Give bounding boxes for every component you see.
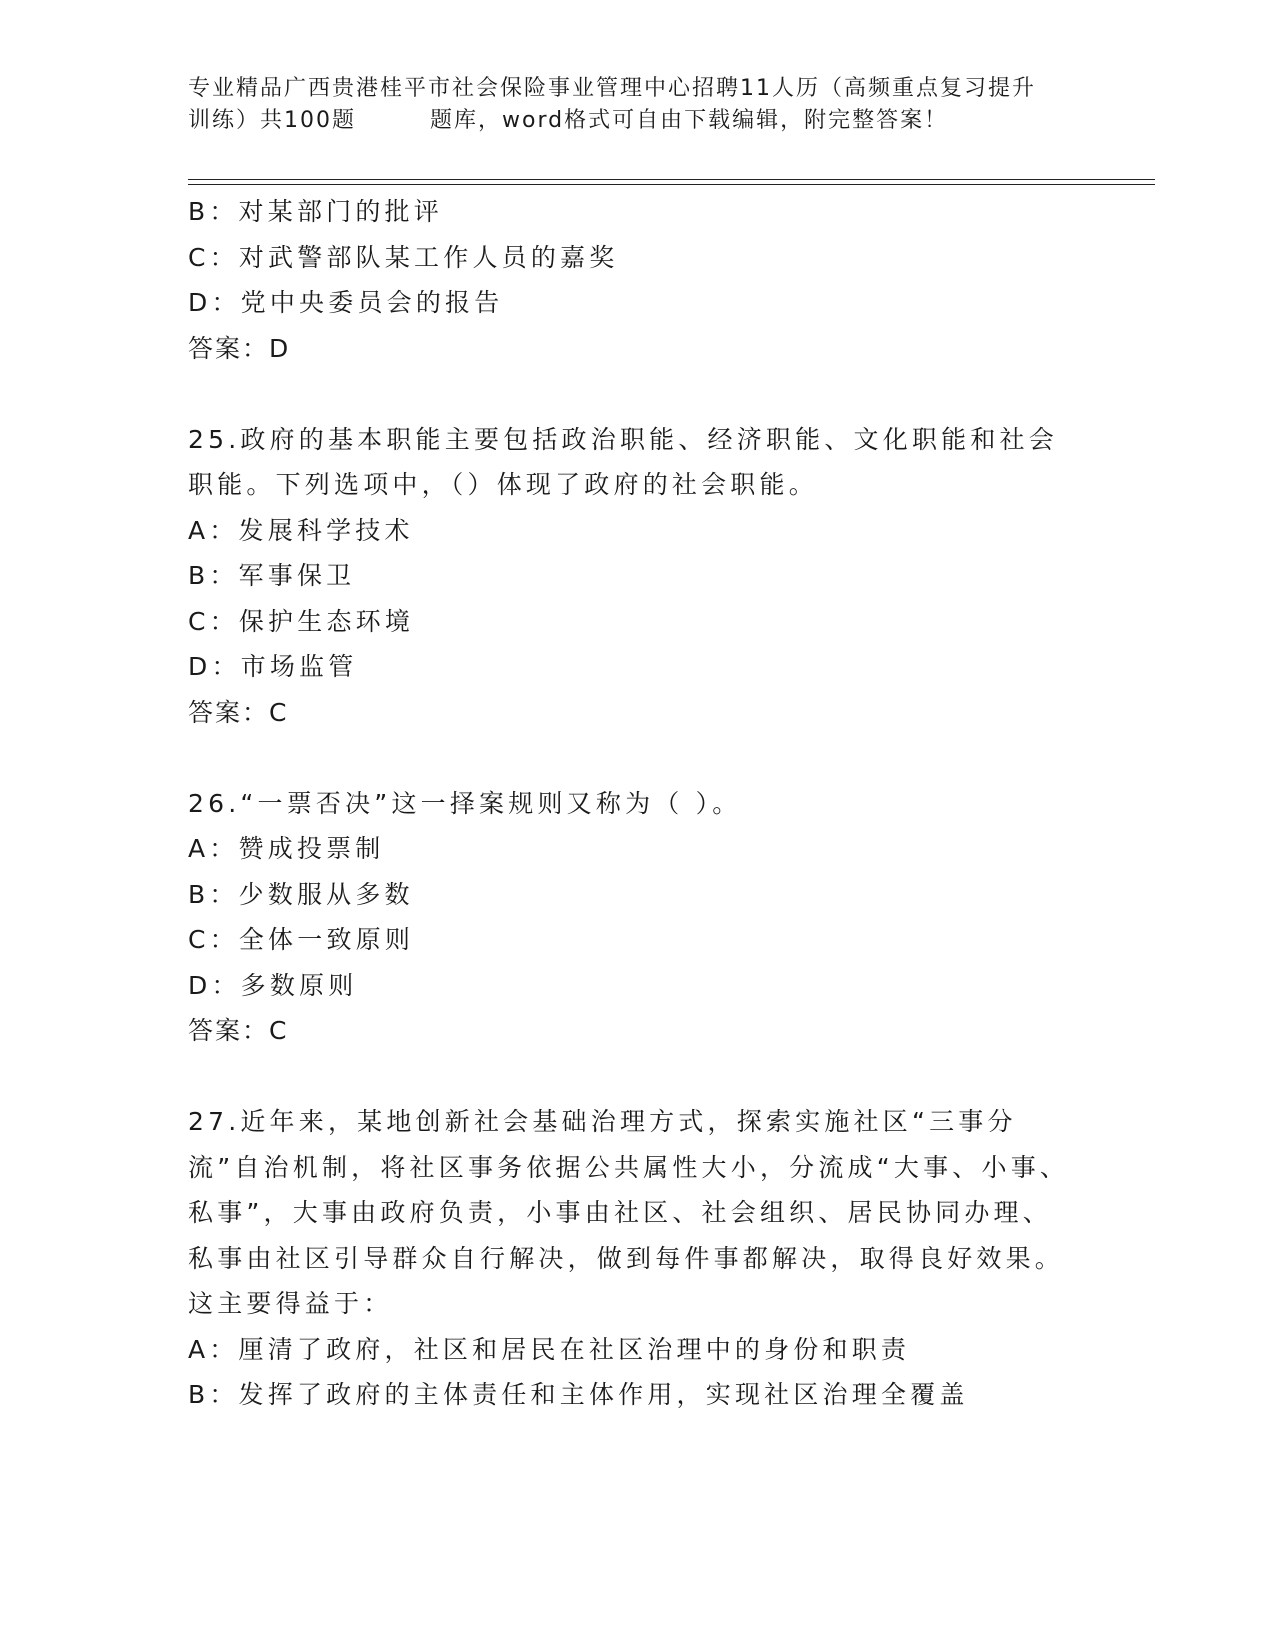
question-26 (188, 781, 1078, 1054)
option-a: A：赞成投票制 (188, 834, 385, 863)
header-title-line2-a: 训练）共100题 (188, 108, 356, 133)
option-c: C：全体一致原则 (188, 925, 415, 954)
option-b: B：军事保卫 (188, 561, 356, 590)
header-divider-bottom (188, 184, 1155, 185)
header-divider-top (188, 179, 1155, 180)
question-27 (188, 1099, 1078, 1418)
question-25 (188, 417, 1078, 736)
option-b: B：对某部门的批评 (188, 197, 443, 226)
header-title-line1: 专业精品广西贵港桂平市社会保险事业管理中心招聘11人历（高频重点复习提升 (188, 76, 1036, 101)
answer: 答案：D (188, 333, 291, 363)
header-title-line2 (188, 105, 1088, 137)
question-24-tail (188, 189, 1078, 371)
header-title-line2-b: 题库，word格式可自由下载编辑，附完整答案！ (430, 108, 949, 133)
option-d: D：多数原则 (188, 970, 358, 1000)
option-d: D：市场监管 (188, 652, 358, 681)
option-c: C：对武警部队某工作人员的嘉奖 (188, 242, 619, 272)
document-header (188, 73, 1088, 137)
question-stem: 26.“一票否决”这一择案规则又称为（ ）。 (188, 788, 742, 818)
question-stem: 27.近年来，某地创新社会基础治理方式，探索实施社区“三事分流”自治机制，将社区事务依据公共属性大小，分流成“大事、小事、私事”，大事由政府负责，小事由社区、社会组织、居民协同办理、私事由社区引导群众自行解决，做到每件事都解决，取得良好效果。这主要得益于： (188, 1107, 1070, 1318)
option-c: C：保护生态环境 (188, 606, 415, 636)
option-b: B：发挥了政府的主体责任和主体作用，实现社区治理全覆盖 (188, 1380, 969, 1409)
answer: 答案：C (188, 697, 289, 727)
option-a: A：发展科学技术 (188, 515, 414, 545)
answer: 答案：C (188, 1016, 289, 1045)
option-a: A：厘清了政府，社区和居民在社区治理中的身份和职责 (188, 1334, 911, 1364)
question-stem: 25.政府的基本职能主要包括政治职能、经济职能、文化职能和社会职能。下列选项中，（）体现了政府的社会职能。 (188, 424, 1058, 499)
question-content (188, 189, 1078, 1418)
option-d: D：党中央委员会的报告 (188, 288, 504, 317)
option-b: B：少数服从多数 (188, 879, 414, 909)
